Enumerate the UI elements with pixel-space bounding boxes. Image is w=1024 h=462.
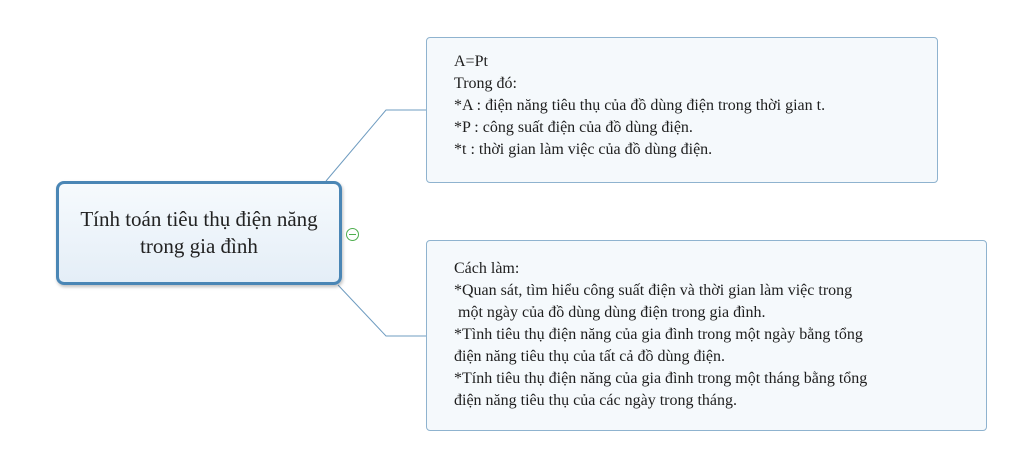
topic-line: *Quan sát, tìm hiểu công suất điện và thời gian làm việc trong xyxy=(454,282,853,299)
topic-line: *t : thời gian làm việc của đồ dùng điện. xyxy=(454,141,713,158)
topic-line: Cách làm: xyxy=(454,260,520,277)
topic-line: *A : điện năng tiêu thụ của đồ dùng điện trong thời gian t. xyxy=(454,97,826,114)
connector-to-method-topic xyxy=(338,285,426,336)
topic-line: một ngày của đồ dùng dùng điện trong gia đình. xyxy=(454,304,766,321)
topic-line: A=Pt xyxy=(454,53,488,70)
topic-line: điện năng tiêu thụ của các ngày trong tháng. xyxy=(454,392,738,409)
topic-line: *Tính tiêu thụ điện năng của gia đình trong một tháng bằng tổng xyxy=(454,370,868,387)
connector-to-formula-topic xyxy=(326,110,426,181)
topic-line: *P : công suất điện của đồ dùng điện. xyxy=(454,119,693,136)
minus-circle-icon[interactable] xyxy=(346,228,359,241)
topic-formula[interactable] xyxy=(426,37,938,183)
topic-line: Trong đó: xyxy=(454,75,517,92)
topic-line: *Tình tiêu thụ điện năng của gia đình trong một ngày bằng tổng xyxy=(454,326,863,343)
central-topic[interactable] xyxy=(56,181,342,285)
topic-method[interactable] xyxy=(426,240,987,431)
central-topic-label: Tính toán tiêu thụ điện năng trong gia đình xyxy=(80,207,318,258)
topic-line: điện năng tiêu thụ của tất cả đồ dùng điện. xyxy=(454,348,726,365)
